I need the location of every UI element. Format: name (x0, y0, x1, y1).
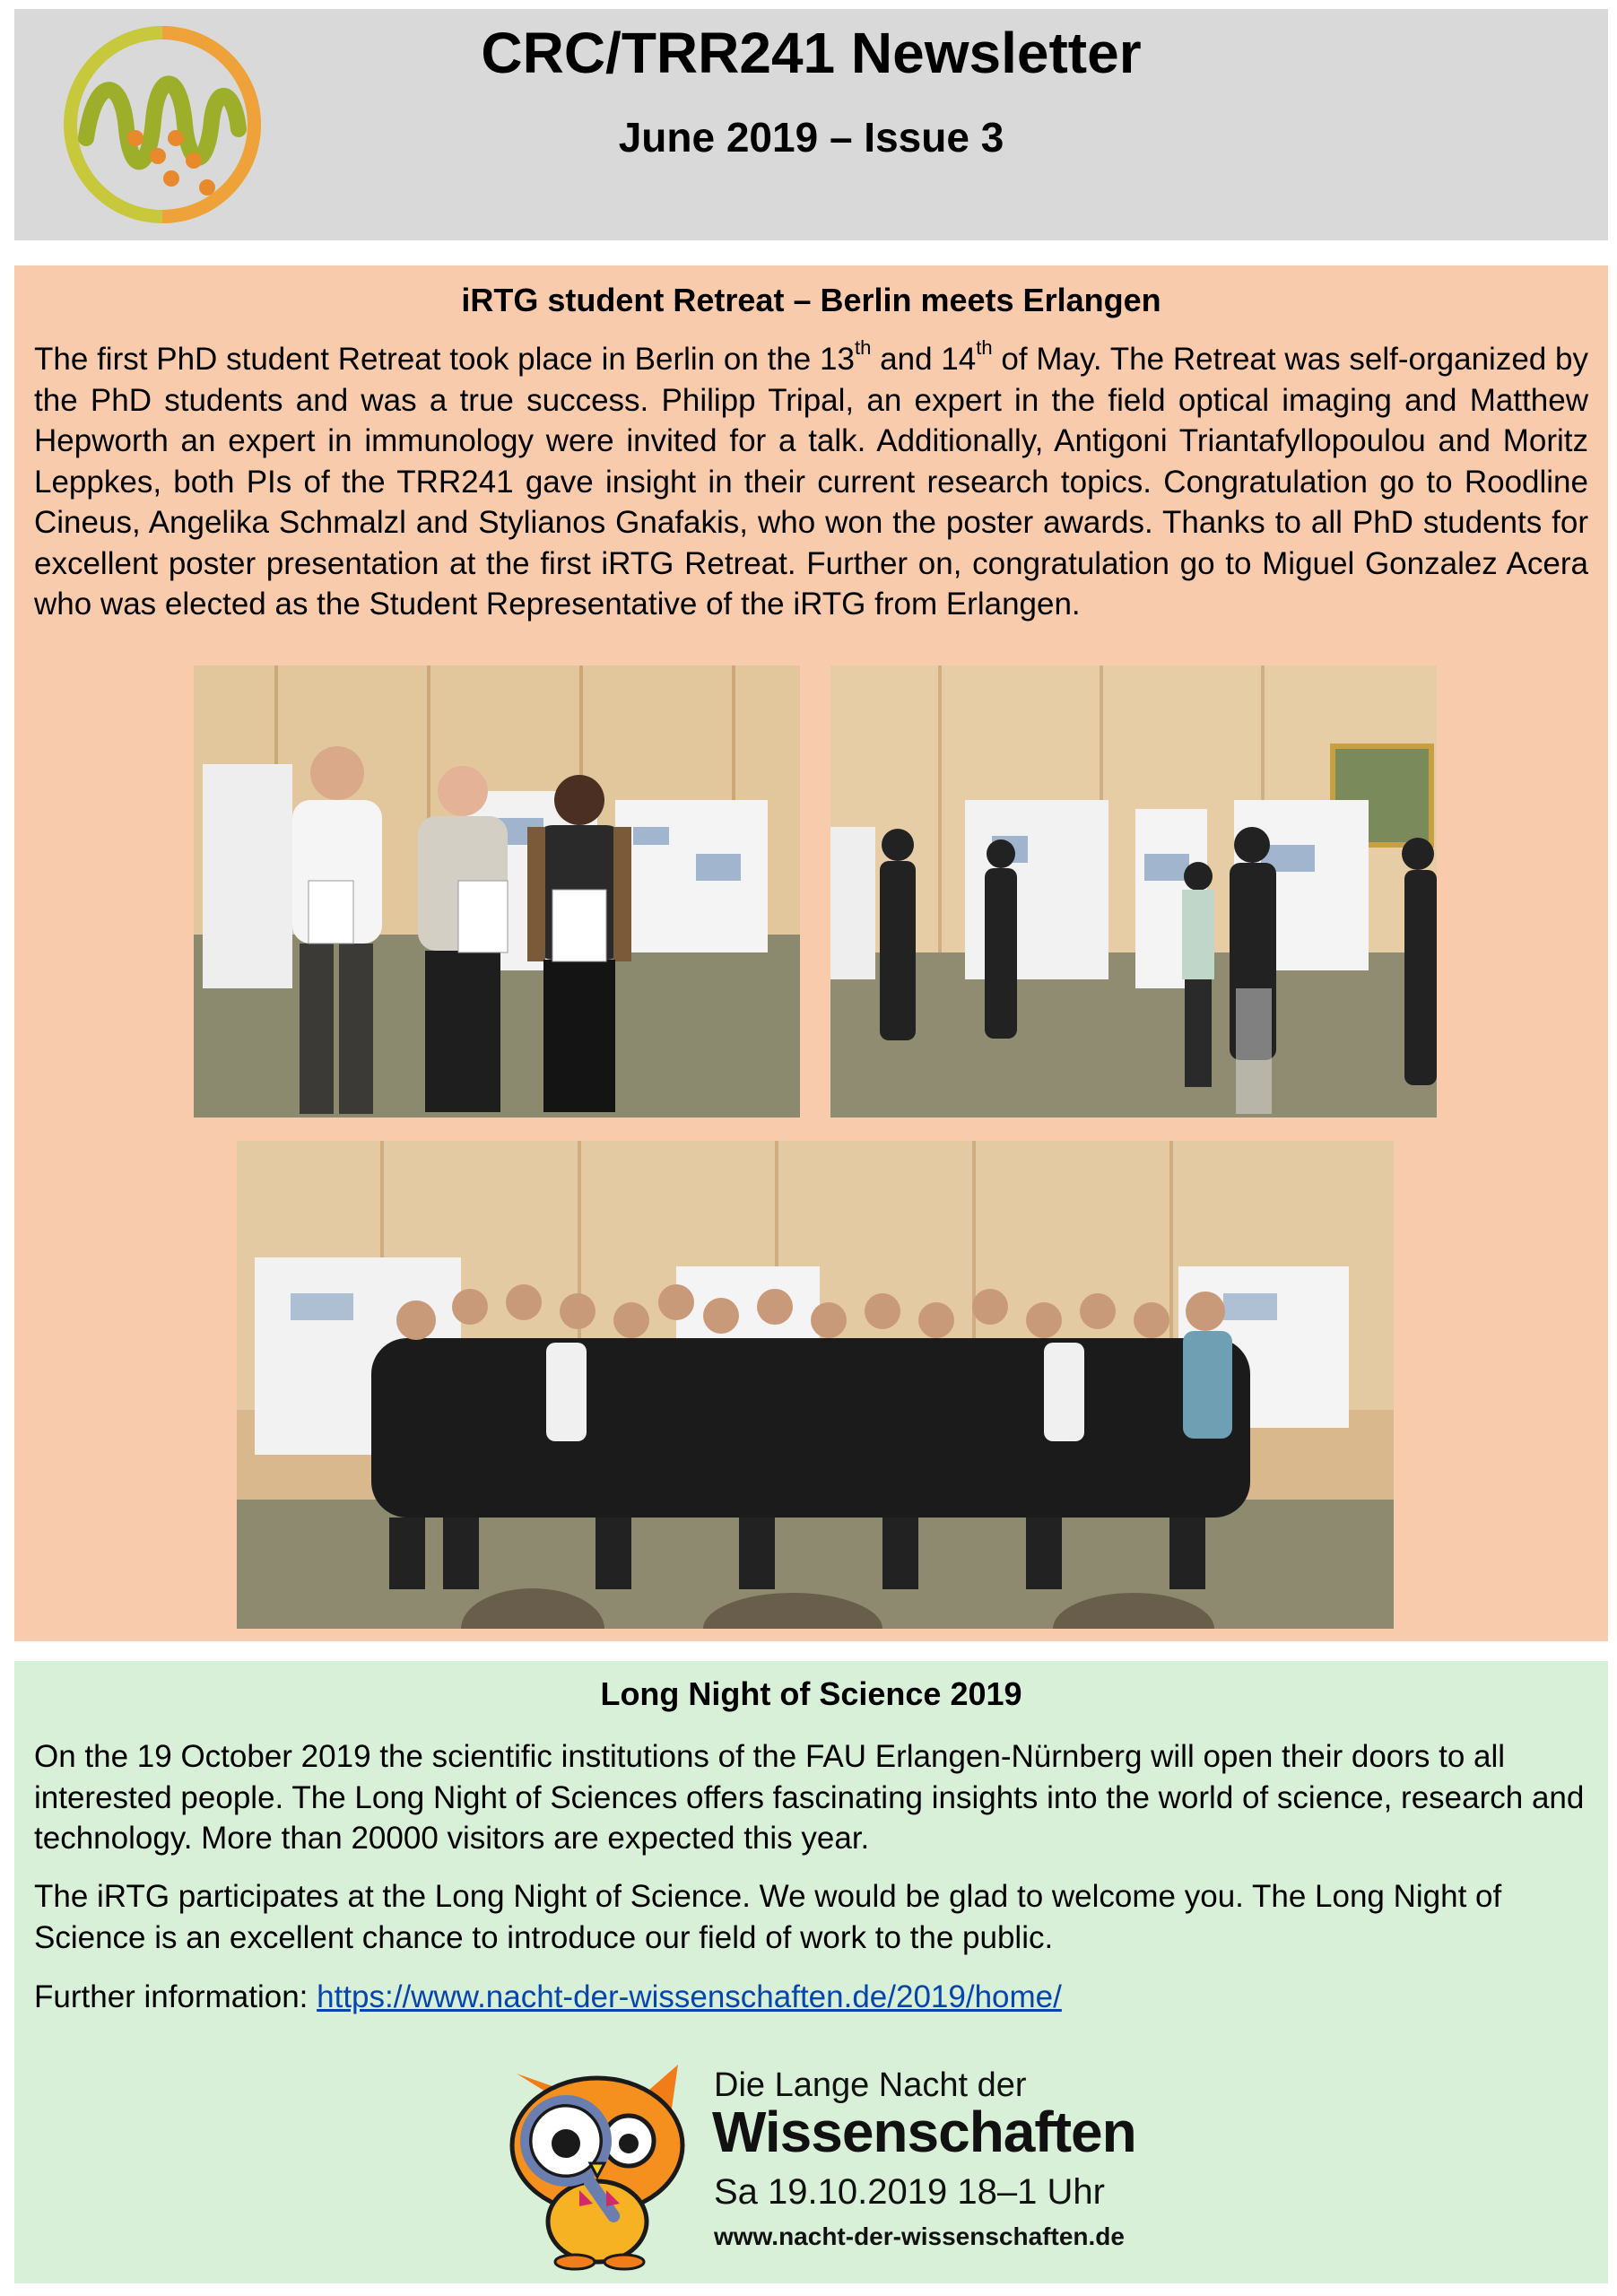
long-night-section (14, 1661, 1608, 2283)
owl-mascot-icon (490, 2047, 705, 2271)
long-night-logo (490, 2047, 1171, 2271)
long-night-link[interactable]: https://www.nacht-der-wissenschaften.de/2019/home/ (317, 1979, 1062, 2014)
award-winners-photo (194, 665, 800, 1118)
newsletter-header (14, 9, 1608, 240)
logo-line-1: Die Lange Nacht der (714, 2066, 1027, 2104)
group-photo (237, 1141, 1394, 1629)
further-information (34, 1977, 1588, 2018)
long-night-paragraph-2: The iRTG participates at the Long Night of Science. We would be glad to welcome you. The Long Night of Science is an excellent chance to introduce our field of work to the public. (34, 1879, 1502, 1955)
poster-session-photo (830, 665, 1437, 1118)
page-title: CRC/TRR241 Newsletter (481, 21, 1142, 85)
retreat-section (14, 265, 1608, 1641)
logo-date: Sa 19.10.2019 18–1 Uhr (714, 2172, 1105, 2212)
logo-url: www.nacht-der-wissenschaften.de (714, 2222, 1125, 2250)
logo-line-2: Wissenschaften (712, 2100, 1136, 2164)
long-night-title: Long Night of Science 2019 (600, 1675, 1022, 1712)
further-information-label: Further information: (34, 1979, 317, 2014)
issue-subtitle: June 2019 – Issue 3 (618, 114, 1004, 161)
retreat-paragraph: The first PhD student Retreat took place in Berlin on the 13th and 14th of May. The Retreat was self-organized by the PhD students and was a true success. Philipp Tripal, an expert in the field optical imaging and Matthew Hepworth an expert in immunology were invited for a talk. Additionally, Antigoni Triantafyllopoulou and Moritz Leppkes, both PIs of the TRR241 gave insight in their current research topics. Congratulation go to Roodline Cineus, Angelika Schmalzl and Stylianos Gnafakis, who won the poster awards. Thanks to all PhD students for excellent poster presentation at the first iRTG Retreat. Further on, congratulation go to Miguel Gonzalez Acera who was elected as the Student Representative of the iRTG from Erlangen. (34, 336, 1588, 622)
long-night-paragraph-1: On the 19 October 2019 the scientific institutions of the FAU Erlangen-Nürnberg will open their doors to all interested people. The Long Night of Sciences offers fascinating insights into the world of science, research and technology. More than 20000 visitors are expected this year. (34, 1739, 1585, 1856)
retreat-title: iRTG student Retreat – Berlin meets Erlangen (461, 282, 1161, 318)
